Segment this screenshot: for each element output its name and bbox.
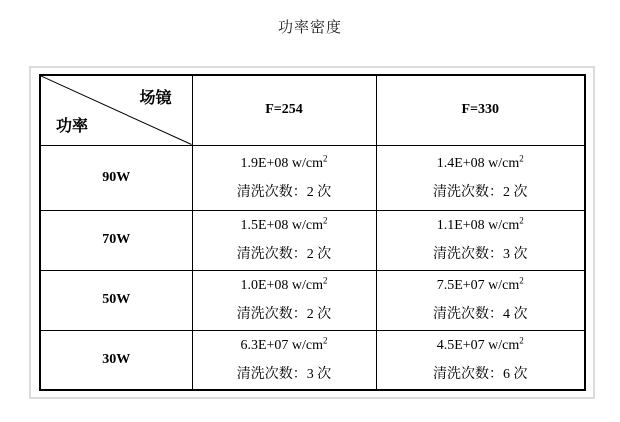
page-title: 功率密度 (277, 20, 342, 36)
density-value (377, 331, 585, 360)
corner-label-power: 功率 (56, 117, 89, 135)
density-value (377, 149, 585, 178)
wash-count: 清洗次数：6 次 (433, 366, 528, 382)
table-outer-frame (29, 66, 595, 399)
table-row-30w (40, 330, 585, 390)
density-value (193, 211, 376, 240)
wash-count: 清洗次数：2 次 (433, 184, 528, 200)
density-cell-70w-f330 (376, 210, 585, 270)
density-cell-50w-f254 (192, 270, 376, 330)
density-value-text: 1.0E+08 w/cm (240, 278, 324, 293)
density-value-text: 1.4E+08 w/cm (436, 155, 520, 171)
density-value-text: 4.5E+07 w/cm (436, 337, 520, 353)
row-header-power: 50W (40, 270, 192, 330)
density-cell-50w-f330 (376, 270, 585, 330)
row-header-power: 70W (40, 210, 192, 270)
table-row-90w (40, 145, 585, 210)
density-superscript: 2 (519, 335, 524, 346)
row-header-power: 90W (40, 145, 192, 210)
density-superscript: 2 (323, 215, 328, 226)
density-value-text: 7.5E+07 w/cm (436, 278, 520, 293)
corner-cell (40, 75, 192, 145)
density-superscript: 2 (323, 335, 328, 346)
column-header-f330: F=330 (376, 75, 585, 145)
density-value-text: 1.1E+08 w/cm (436, 218, 520, 233)
density-superscript: 2 (519, 215, 524, 226)
density-superscript: 2 (519, 152, 524, 163)
density-value-text: 1.5E+08 w/cm (240, 218, 324, 233)
row-header-power: 30W (40, 330, 192, 390)
density-superscript: 2 (323, 152, 328, 163)
density-cell-30w-f254 (192, 330, 376, 390)
density-cell-70w-f254 (192, 210, 376, 270)
density-cell-30w-f330 (376, 330, 585, 390)
density-value (193, 271, 376, 300)
column-header-f254: F=254 (192, 75, 376, 145)
wash-count: 清洗次数：2 次 (236, 247, 332, 262)
wash-count: 清洗次数：2 次 (236, 307, 332, 322)
corner-label-field-lens: 场镜 (139, 90, 172, 107)
density-value (377, 271, 585, 300)
density-value-text: 6.3E+07 w/cm (240, 337, 324, 353)
wash-count: 清洗次数：4 次 (433, 307, 528, 322)
density-value (377, 211, 585, 240)
wash-count: 清洗次数：3 次 (433, 247, 528, 262)
density-cell-90w-f254 (192, 145, 376, 210)
density-superscript: 2 (323, 275, 328, 286)
density-value (193, 331, 376, 360)
wash-count: 清洗次数：3 次 (236, 366, 332, 382)
density-superscript: 2 (519, 275, 524, 286)
density-value (193, 149, 376, 178)
density-cell-90w-f330 (376, 145, 585, 210)
table-header-row (40, 75, 585, 145)
density-value-text: 1.9E+08 w/cm (240, 155, 324, 171)
table-row-50w (40, 270, 585, 330)
power-density-table (39, 74, 586, 391)
table-row-70w (40, 210, 585, 270)
wash-count: 清洗次数：2 次 (236, 184, 332, 200)
